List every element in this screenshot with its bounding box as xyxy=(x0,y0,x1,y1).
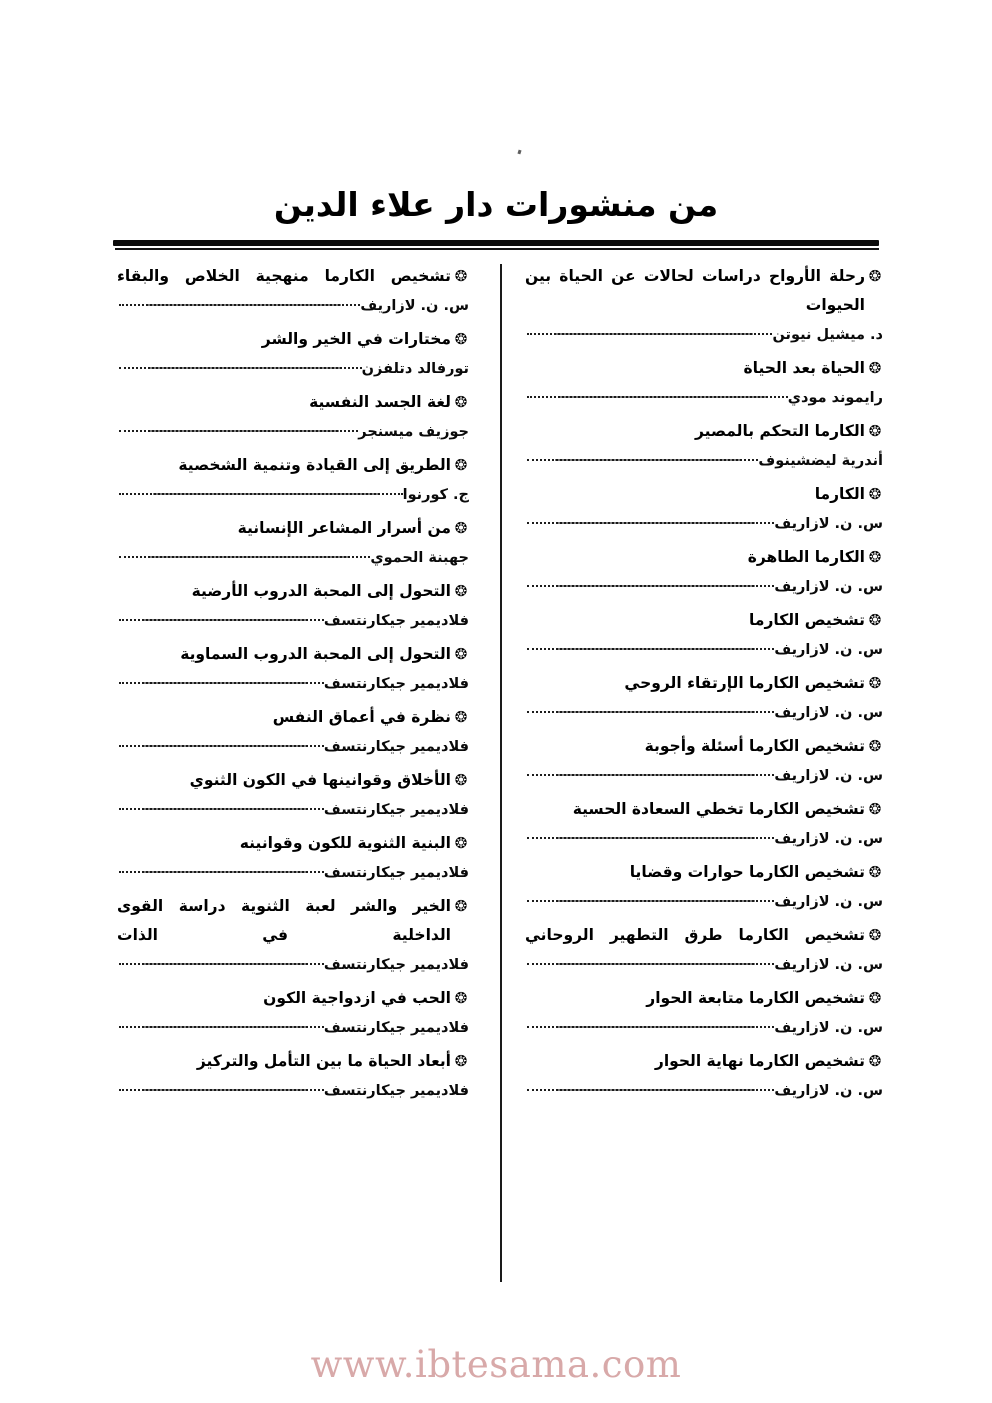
bullet-icon: ❂ xyxy=(454,897,468,915)
entry-author: فلاديمير جيكارنتسف xyxy=(323,613,469,629)
entry-author: س. ن. لازاريف xyxy=(774,894,883,910)
bullet-icon: ❂ xyxy=(454,771,468,789)
entry-author-row xyxy=(117,863,471,881)
dot-leader xyxy=(119,737,324,751)
bullet-icon: ❂ xyxy=(868,359,882,377)
catalog-entry xyxy=(525,543,885,595)
catalog-entry xyxy=(525,984,885,1036)
entry-author-row xyxy=(117,296,471,314)
entry-title: تشخيص الكارما نهاية الحوار xyxy=(654,1052,865,1070)
entry-author: ج. كورنوا xyxy=(402,487,469,503)
entry-author: فلاديمير جيكارنتسف xyxy=(323,1020,469,1036)
entry-author: فلاديمير جيكارنتسف xyxy=(323,802,469,818)
entry-author: فلاديمير جيكارنتسف xyxy=(323,957,469,973)
entry-author: فلاديمير جيكارنتسف xyxy=(323,865,469,881)
entry-author-row xyxy=(117,800,471,818)
entry-title-row xyxy=(525,606,885,635)
entry-author-row xyxy=(525,1018,885,1036)
entry-author-row xyxy=(117,1081,471,1099)
bullet-icon: ❂ xyxy=(454,519,468,537)
entry-author: جوزيف ميسنجر xyxy=(358,424,469,440)
bullet-icon: ❂ xyxy=(868,737,882,755)
entry-title-row xyxy=(117,892,471,950)
entry-author-row xyxy=(117,955,471,973)
catalog-entry xyxy=(525,417,885,469)
catalog-entry xyxy=(117,325,471,377)
entry-author-row xyxy=(117,422,471,440)
entry-title: الحياة بعد الحياة xyxy=(743,359,865,377)
dot-leader xyxy=(119,674,324,688)
entry-title: رحلة الأرواح دراسات لحالات عن الحياة بين الحيوات xyxy=(525,267,865,314)
catalog-entry xyxy=(117,766,471,818)
bullet-icon: ❂ xyxy=(454,456,468,474)
entry-author-row xyxy=(525,577,885,595)
entry-author: فلاديمير جيكارنتسف xyxy=(323,739,469,755)
bullet-icon: ❂ xyxy=(868,548,882,566)
entry-author: رايموند مودي xyxy=(787,390,883,406)
entry-title: الخير والشر لعبة الثنوية دراسة القوى الداخلية في الذات xyxy=(117,897,451,944)
dot-leader xyxy=(527,766,774,780)
entry-title-row xyxy=(525,984,885,1013)
entry-title-row xyxy=(117,1047,471,1076)
entry-author-row xyxy=(525,640,885,658)
entry-author-row xyxy=(525,451,885,469)
bullet-icon: ❂ xyxy=(868,267,882,285)
entry-author-row xyxy=(117,548,471,566)
entry-title-row xyxy=(117,577,471,606)
site-watermark: www.ibtesama.com xyxy=(310,1343,682,1386)
entry-title: الحب في ازدواجية الكون xyxy=(263,989,451,1007)
dot-leader xyxy=(527,514,774,528)
catalog-entry xyxy=(117,451,471,503)
entry-author: س. ن. لازاريف xyxy=(774,579,883,595)
entry-title-row xyxy=(525,480,885,509)
entry-title-row xyxy=(525,921,885,950)
entry-title-row xyxy=(117,388,471,417)
entry-author-row xyxy=(117,737,471,755)
entry-title: مختارات في الخير والشر xyxy=(261,330,451,348)
dot-leader xyxy=(119,1081,324,1095)
dot-leader xyxy=(527,1018,774,1032)
entry-title-row xyxy=(117,451,471,480)
entry-title-row xyxy=(525,354,885,383)
bullet-icon: ❂ xyxy=(454,708,468,726)
dot-leader xyxy=(527,955,774,969)
catalog-entry xyxy=(117,262,471,314)
entry-author: د. ميشيل نيوتن xyxy=(772,327,883,343)
entry-title-row xyxy=(525,262,885,320)
page-title: من منشورات دار علاء الدين xyxy=(273,185,719,224)
rule-thin xyxy=(115,248,879,250)
entry-title-row xyxy=(525,795,885,824)
dot-leader xyxy=(119,359,362,373)
bullet-icon: ❂ xyxy=(868,674,882,692)
entry-title-row xyxy=(525,669,885,698)
entry-author: تورفالد دتلفزن xyxy=(361,361,469,377)
entry-author: س. ن. لازاريف xyxy=(774,516,883,532)
bullet-icon: ❂ xyxy=(868,422,882,440)
entry-title: التحول إلى المحبة الدروب السماوية xyxy=(180,645,451,663)
dot-leader xyxy=(119,1018,324,1032)
catalog-entry xyxy=(117,514,471,566)
entry-title-row xyxy=(117,514,471,543)
catalog-entry xyxy=(525,858,885,910)
entry-author: س. ن. لازاريف xyxy=(774,705,883,721)
entry-author: س. ن. لازاريف xyxy=(360,298,469,314)
entry-title: الطريق إلى القيادة وتنمية الشخصية xyxy=(178,456,451,474)
dot-leader xyxy=(527,325,772,339)
entry-title: من أسرار المشاعر الإنسانية xyxy=(237,519,451,537)
entry-author-row xyxy=(525,829,885,847)
entry-author: س. ن. لازاريف xyxy=(774,1083,883,1099)
bullet-icon: ❂ xyxy=(454,330,468,348)
dot-leader xyxy=(527,451,758,465)
entry-author: جهبنة الحموي xyxy=(370,550,469,566)
catalog-entry xyxy=(525,1047,885,1099)
entry-author-row xyxy=(525,766,885,784)
entry-author-row xyxy=(117,359,471,377)
entry-title: الكارما التحكم بالمصير xyxy=(695,422,865,440)
dot-leader xyxy=(527,1081,774,1095)
entry-title-row xyxy=(525,1047,885,1076)
entry-title: تشخيص الكارما xyxy=(749,611,865,629)
entry-author-row xyxy=(117,674,471,692)
entry-title: الكارما xyxy=(814,485,865,503)
entry-author-row xyxy=(525,955,885,973)
dot-leader xyxy=(527,892,774,906)
entry-title: تشخيص الكارما منهجية الخلاص والبقاء xyxy=(117,267,451,285)
dot-leader xyxy=(119,485,403,499)
entry-author-row xyxy=(525,892,885,910)
dot-leader xyxy=(119,800,324,814)
dot-leader xyxy=(119,422,358,436)
catalog-entry xyxy=(117,388,471,440)
entry-title: تشخيص الكارما حوارات وقضايا xyxy=(629,863,865,881)
dot-leader xyxy=(527,703,774,717)
entry-title-row xyxy=(117,262,471,291)
bullet-icon: ❂ xyxy=(868,485,882,503)
page-title-container xyxy=(0,186,992,224)
catalog-entry xyxy=(117,984,471,1036)
entry-title: تشخيص الكارما الإرتقاء الروحي xyxy=(624,674,865,692)
bullet-icon: ❂ xyxy=(454,834,468,852)
catalog-column-left xyxy=(117,262,489,1292)
catalog-entry xyxy=(117,892,471,973)
entry-title: تشخيص الكارما أسئلة وأجوبة xyxy=(644,737,865,755)
bullet-icon: ❂ xyxy=(454,645,468,663)
bullet-icon: ❂ xyxy=(454,582,468,600)
entry-title: الأخلاق وقوانينها في الكون الثنوي xyxy=(189,771,451,789)
dot-leader xyxy=(119,548,370,562)
catalog-entry xyxy=(117,640,471,692)
entry-title: نظرة في أعماق النفس xyxy=(272,708,451,726)
entry-author-row xyxy=(117,485,471,503)
entry-author-row xyxy=(525,514,885,532)
entry-author-row xyxy=(525,325,885,343)
entry-author: س. ن. لازاريف xyxy=(774,1020,883,1036)
bullet-icon: ❂ xyxy=(454,989,468,1007)
catalog-columns xyxy=(107,262,885,1292)
entry-author: س. ن. لازاريف xyxy=(774,642,883,658)
entry-title-row xyxy=(117,640,471,669)
entry-author: أندرية ليضشينوف xyxy=(758,453,883,469)
catalog-entry xyxy=(117,703,471,755)
entry-title-row xyxy=(117,984,471,1013)
catalog-entry xyxy=(525,480,885,532)
dot-leader xyxy=(119,296,360,310)
scan-speck xyxy=(517,150,521,155)
entry-title: الكارما الطاهرة xyxy=(747,548,865,566)
entry-author: س. ن. لازاريف xyxy=(774,831,883,847)
entry-title-row xyxy=(525,858,885,887)
bullet-icon: ❂ xyxy=(454,393,468,411)
entry-author: فلاديمير جيكارنتسف xyxy=(323,1083,469,1099)
entry-title-row xyxy=(117,703,471,732)
catalog-entry xyxy=(525,262,885,343)
catalog-entry xyxy=(525,921,885,973)
dot-leader xyxy=(119,863,324,877)
entry-author: س. ن. لازاريف xyxy=(774,957,883,973)
dot-leader xyxy=(119,611,324,625)
bullet-icon: ❂ xyxy=(868,611,882,629)
entry-author: فلاديمير جيكارنتسف xyxy=(323,676,469,692)
entry-title-row xyxy=(525,417,885,446)
entry-author-row xyxy=(117,611,471,629)
bullet-icon: ❂ xyxy=(868,1052,882,1070)
bullet-icon: ❂ xyxy=(868,989,882,1007)
catalog-entry xyxy=(525,669,885,721)
entry-author-row xyxy=(117,1018,471,1036)
rule-thick xyxy=(113,240,879,246)
catalog-entry xyxy=(117,577,471,629)
entry-title: تشخيص الكارما متابعة الحوار xyxy=(646,989,865,1007)
entry-title-row xyxy=(117,325,471,354)
entry-title-row xyxy=(525,732,885,761)
catalog-entry xyxy=(117,829,471,881)
entry-title: تشخيص الكارما تخطي السعادة الحسية xyxy=(572,800,865,818)
dot-leader xyxy=(119,955,324,969)
dot-leader xyxy=(527,577,774,591)
dot-leader xyxy=(527,388,788,402)
catalog-column-right xyxy=(513,262,885,1292)
bullet-icon: ❂ xyxy=(868,926,882,944)
title-divider-rule xyxy=(113,240,879,250)
entry-title: تشخيص الكارما طرق التطهير الروحاني xyxy=(525,926,865,944)
entry-author-row xyxy=(525,1081,885,1099)
dot-leader xyxy=(527,640,774,654)
entry-title-row xyxy=(117,766,471,795)
catalog-entry xyxy=(117,1047,471,1099)
dot-leader xyxy=(527,829,774,843)
bullet-icon: ❂ xyxy=(868,863,882,881)
bullet-icon: ❂ xyxy=(454,1052,468,1070)
bullet-icon: ❂ xyxy=(454,267,468,285)
entry-author: س. ن. لازاريف xyxy=(774,768,883,784)
entry-title-row xyxy=(525,543,885,572)
catalog-entry xyxy=(525,732,885,784)
entry-title: أبعاد الحياة ما بين التأمل والتركيز xyxy=(196,1052,451,1070)
entry-title-row xyxy=(117,829,471,858)
catalog-entry xyxy=(525,606,885,658)
column-divider xyxy=(500,264,502,1282)
entry-title: التحول إلى المحبة الدروب الأرضية xyxy=(191,582,451,600)
catalog-entry xyxy=(525,354,885,406)
bullet-icon: ❂ xyxy=(868,800,882,818)
catalog-entry xyxy=(525,795,885,847)
entry-title: لغة الجسد النفسية xyxy=(309,393,451,411)
entry-author-row xyxy=(525,388,885,406)
entry-author-row xyxy=(525,703,885,721)
entry-title: البنية الثنوية للكون وقوانينه xyxy=(239,834,451,852)
